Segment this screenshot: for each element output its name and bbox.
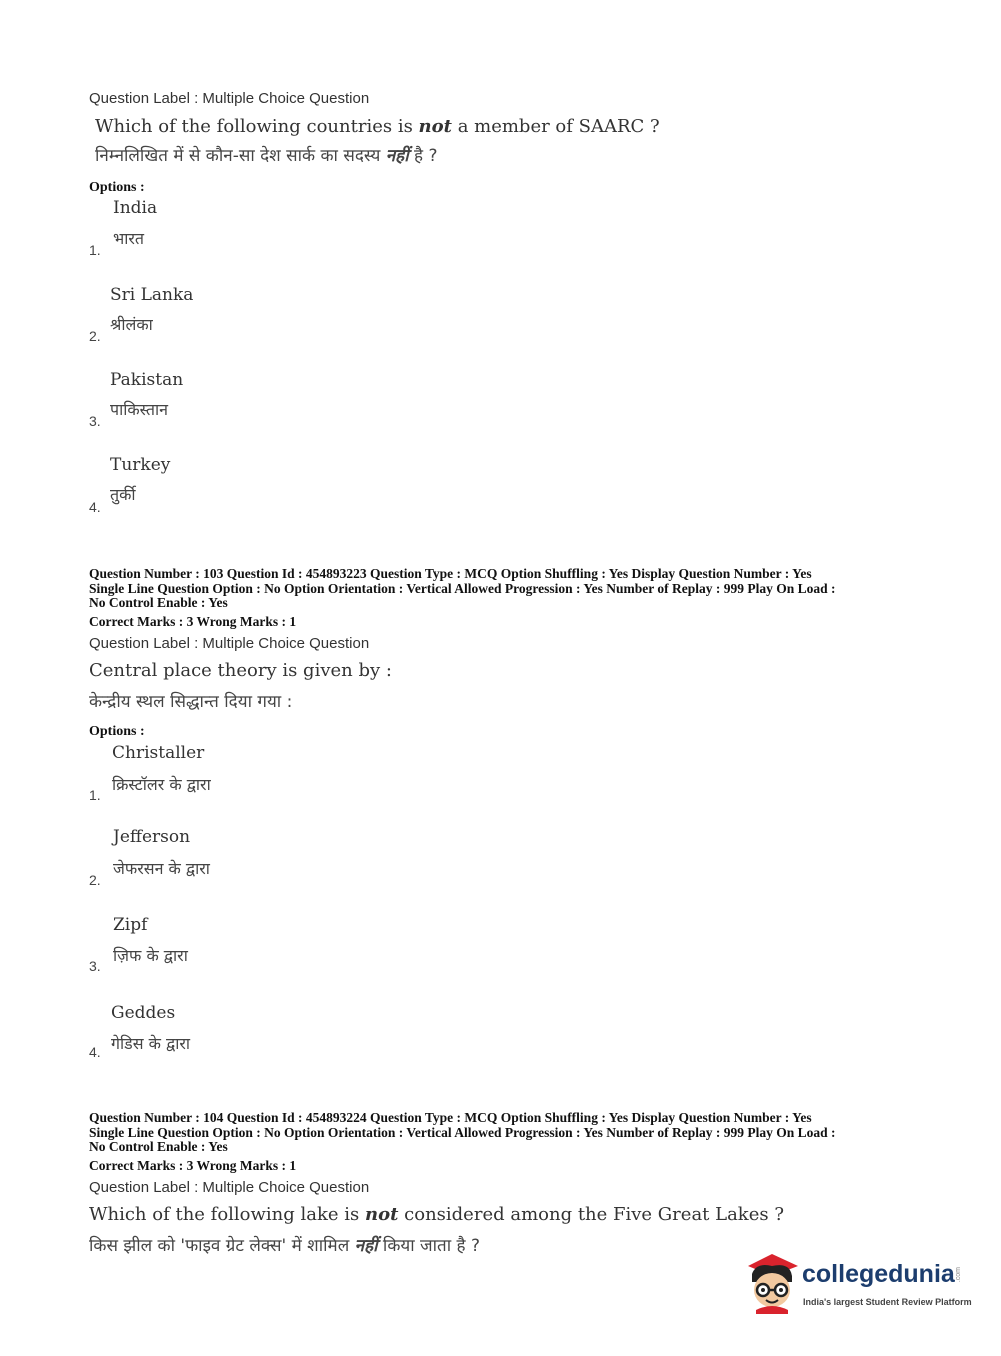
question-label: Question Label : Multiple Choice Question	[89, 1179, 370, 1196]
option-4-hi: तुर्की	[110, 485, 136, 504]
logo-wordmark: collegedunia	[802, 1260, 955, 1288]
option-4-en: Geddes	[111, 1003, 176, 1023]
question-marks: Correct Marks : 3 Wrong Marks : 1	[89, 1158, 297, 1173]
option-1-en: Christaller	[112, 743, 205, 763]
options-title: Options :	[89, 724, 145, 739]
emphasis-not: not	[418, 116, 452, 137]
question-meta: Question Number : 104 Question Id : 454893224 Question Type : MCQ Option Shuffling : Yes Display Question Number : Yes Single Line Question Option : No Option Orientation : Vertical Allowed Progression : Yes Number of Replay : 999 Play On Load : No Control Enable : Yes	[89, 1110, 836, 1154]
question-text-hi: केन्द्रीय स्थल सिद्धान्त दिया गया :	[89, 692, 293, 712]
option-3-en: Zipf	[113, 915, 148, 935]
emphasis-not-hi: नहीं	[385, 146, 409, 166]
option-2-en: Sri Lanka	[110, 285, 194, 305]
option-1-number: 1.	[89, 787, 101, 803]
emphasis-not: not	[365, 1204, 399, 1225]
option-2-hi: जेफरसन के द्वारा	[113, 859, 210, 878]
question-text-en: Which of the following lake is not considered among the Five Great Lakes ?	[89, 1204, 784, 1225]
logo-tagline: India's largest Student Review Platform	[803, 1297, 972, 1307]
option-1-hi: भारत	[113, 229, 145, 248]
question-text-en: Central place theory is given by :	[89, 660, 392, 681]
option-4-number: 4.	[89, 1044, 101, 1060]
question-text-hi: किस झील को 'फाइव ग्रेट लेक्स' में शामिल नहीं किया जाता है ?	[89, 1236, 481, 1256]
question-meta: Question Number : 103 Question Id : 454893223 Question Type : MCQ Option Shuffling : Yes Display Question Number : Yes Single Line Question Option : No Option Orientation : Vertical Allowed Progression : Yes Number of Replay : 999 Play On Load : No Control Enable : Yes	[89, 566, 836, 610]
logo-domain: .com	[955, 1267, 962, 1283]
collegedunia-logo	[742, 1252, 972, 1314]
mascot-icon	[742, 1252, 802, 1314]
option-1-hi: क्रिस्टॉलर के द्वारा	[112, 775, 211, 794]
option-3-number: 3.	[89, 413, 101, 429]
question-marks: Correct Marks : 3 Wrong Marks : 1	[89, 614, 297, 629]
question-text-hi: निम्नलिखित में से कौन-सा देश सार्क का सदस्य नहीं है ?	[95, 146, 438, 166]
option-2-hi: श्रीलंका	[110, 315, 153, 334]
option-2-number: 2.	[89, 872, 101, 888]
question-label: Question Label : Multiple Choice Question	[89, 635, 370, 652]
question-label: Question Label : Multiple Choice Question	[89, 90, 370, 107]
option-3-hi: पाकिस्तान	[110, 400, 169, 419]
emphasis-not-hi: नहीं	[354, 1236, 378, 1256]
option-4-en: Turkey	[110, 455, 171, 475]
option-3-hi: ज़िफ के द्वारा	[113, 946, 188, 965]
options-title: Options :	[89, 180, 145, 195]
option-1-en: India	[113, 198, 158, 218]
option-2-en: Jefferson	[113, 827, 191, 847]
question-text-en: Which of the following countries is not a member of SAARC ?	[95, 116, 660, 137]
option-4-number: 4.	[89, 499, 101, 515]
option-3-number: 3.	[89, 958, 101, 974]
option-2-number: 2.	[89, 328, 101, 344]
option-4-hi: गेडिस के द्वारा	[111, 1034, 191, 1053]
option-3-en: Pakistan	[110, 370, 184, 390]
option-1-number: 1.	[89, 242, 101, 258]
